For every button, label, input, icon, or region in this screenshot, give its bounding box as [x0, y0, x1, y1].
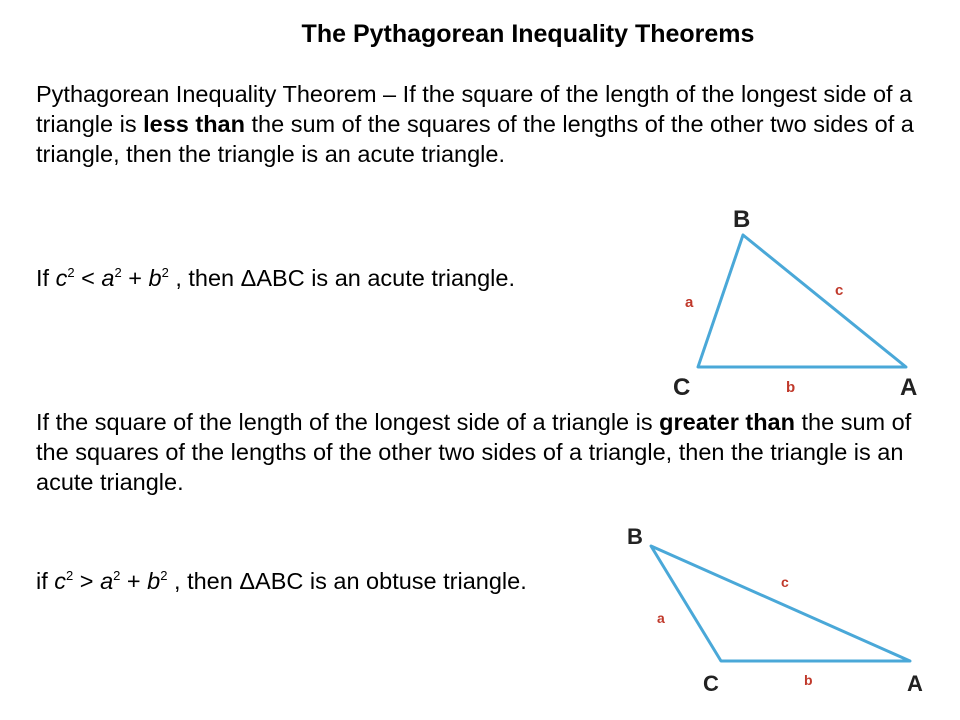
acute-condition-lead: If [36, 265, 56, 291]
theorem-obtuse-emphasis: greater than [659, 409, 795, 435]
page-title: The Pythagorean Inequality Theorems [301, 20, 755, 48]
obtuse-condition [36, 566, 556, 596]
theorem-acute-emphasis: less than [143, 111, 245, 137]
var-c: c [54, 568, 67, 594]
side-a-label: a [685, 294, 694, 311]
acute-triangle-figure [643, 195, 933, 405]
obtuse-triangle-diagram [615, 525, 935, 705]
exponent: 2 [113, 568, 121, 584]
var-b: b [147, 568, 161, 594]
less-than-operator: < [74, 265, 102, 291]
vertex-c-label: C [673, 374, 691, 401]
exponent: 2 [160, 568, 168, 584]
side-c-label: c [781, 574, 789, 590]
side-c-label: c [835, 282, 844, 299]
exponent: 2 [114, 265, 122, 281]
obtuse-condition-lead: if [36, 568, 55, 594]
theorem-obtuse-prefix: If the square of the length of the longest side of a triangle is [36, 409, 660, 435]
exponent: 2 [67, 265, 75, 281]
theorem-obtuse-text [36, 407, 926, 497]
vertex-c-label: C [703, 671, 719, 696]
var-c: c [55, 265, 68, 291]
side-a-label: a [657, 610, 665, 626]
exponent: 2 [161, 265, 169, 281]
obtuse-triangle-shape [651, 546, 910, 661]
side-b-label: b [786, 379, 796, 396]
theorem-acute-prefix: Pythagorean Inequality Theorem – If the square of the length of the longest side of a triangle is [36, 81, 913, 137]
obtuse-condition-tail: , then ΔABC is an obtuse triangle. [167, 568, 527, 594]
obtuse-triangle-figure [615, 525, 935, 705]
greater-than-operator: > [73, 568, 101, 594]
plus-operator: + [120, 568, 148, 594]
vertex-b-label: B [627, 525, 643, 549]
acute-condition-tail: , then ΔABC is an acute triangle. [168, 265, 515, 291]
var-a: a [100, 568, 114, 594]
acute-condition [36, 263, 556, 293]
theorem-acute-suffix: the sum of the squares of the lengths of the other two sides of a triangle, then the triangle is an acute triangle. [36, 111, 914, 167]
theorem-acute-text [36, 79, 926, 169]
vertex-a-label: A [900, 374, 918, 401]
plus-operator: + [121, 265, 149, 291]
exponent: 2 [66, 568, 74, 584]
acute-triangle-shape [698, 235, 906, 367]
theorem-obtuse-suffix: the sum of the squares of the lengths of the other two sides of a triangle, then the triangle is an acute triangle. [36, 409, 912, 495]
acute-triangle-diagram [643, 195, 933, 405]
vertex-a-label: A [907, 671, 923, 696]
var-b: b [148, 265, 162, 291]
side-b-label: b [804, 672, 813, 688]
var-a: a [101, 265, 115, 291]
vertex-b-label: B [733, 206, 751, 233]
